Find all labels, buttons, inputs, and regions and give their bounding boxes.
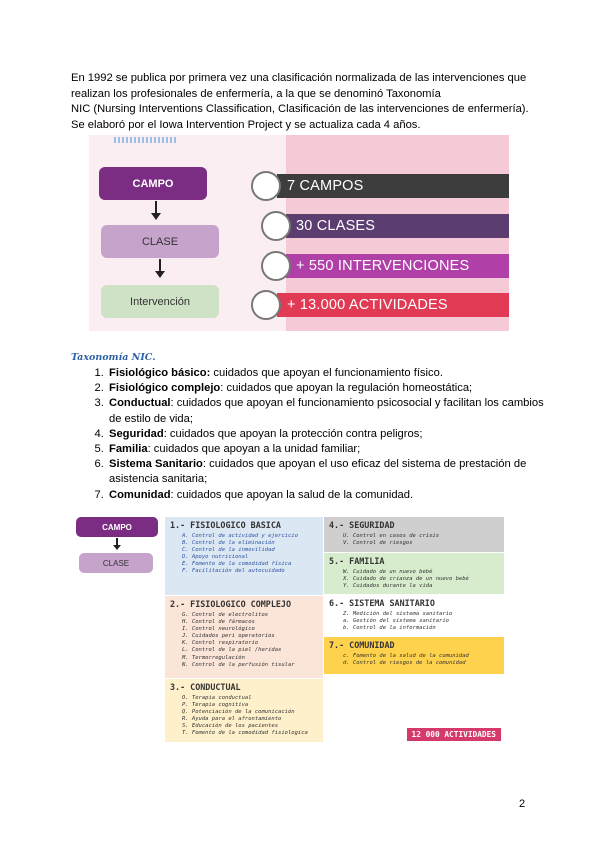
page-number: 2 <box>519 798 526 810</box>
block-item: I. Control neurológico <box>182 626 255 633</box>
block-item: L. Control de la piel /heridas <box>182 647 282 654</box>
nic-classes-figure <box>75 515 505 743</box>
bar-campos: 7 CAMPOS <box>277 174 509 198</box>
block-item: D. Apoyo nutricional <box>182 554 249 561</box>
block-item: R. Ayuda para el afrontamiento <box>182 716 282 723</box>
block-item: N. Control de la perfusión tisular <box>182 661 295 668</box>
list-item <box>107 488 552 503</box>
intro-line: realizan los profesionales de enfermería, a la que se denominó Taxonomía <box>71 87 441 100</box>
intro-line: Se elaboró por el Iowa Intervention Project y se actualiza cada 4 años. <box>71 118 421 131</box>
block-item: T. Fomento de la comodidad fisiologica <box>182 730 308 737</box>
block-item: d. Control de riesgos de la comunidad <box>343 660 466 667</box>
intervencion-box: Intervención <box>101 285 219 318</box>
decorative-dots <box>114 137 176 143</box>
block-item: Q. Potenciación de la comunicación <box>182 709 295 716</box>
block-item: M. Termorregulación <box>182 654 245 661</box>
bar-clases: 30 CLASES <box>286 214 509 238</box>
down-arrow-icon <box>155 201 157 215</box>
block-item: S. Educación de los pacientes <box>182 723 279 730</box>
clase-box: CLASE <box>79 553 153 573</box>
block-item: H. Control de fármacos <box>182 619 255 626</box>
block-item: F. Facilitación del autocuidado <box>182 568 285 575</box>
campo-box: CAMPO <box>76 517 158 537</box>
block-item: W. Cuidado de un nuevo bebé <box>343 569 433 575</box>
block-title: 3.- CONDUCTUAL <box>170 682 241 692</box>
block-item: P. Terapia cognitiva <box>182 702 249 709</box>
taxonomy-heading: Taxonomía NIC. <box>71 352 156 363</box>
bar-actividades: + 13.000 ACTIVIDADES <box>277 293 509 317</box>
block-title: 6.- SISTEMA SANITARIO <box>329 598 435 608</box>
block-item: A. Control de actividad y ejercicio <box>182 533 298 539</box>
down-arrow-icon <box>116 538 118 546</box>
list-desc: : cuidados que apoyan la regulación homeostática; <box>220 382 473 395</box>
block-comunidad <box>324 637 505 675</box>
block-item: b. Control de la información <box>343 625 436 632</box>
block-item: a. Gestión del sistema sanitario <box>343 618 449 625</box>
ring-icon <box>261 251 291 281</box>
ring-icon <box>261 211 291 241</box>
block-item: G. Control de electrolitos <box>182 612 269 618</box>
block-item: Z. Medición del sistema sanitario <box>343 611 453 617</box>
list-term: Conductual <box>109 397 171 410</box>
block-item: B. Control de la eliminación <box>182 540 275 547</box>
list-desc: cuidados que apoyan el funcionamiento físico. <box>210 367 443 379</box>
list-term: Sistema Sanitario <box>109 458 203 471</box>
list-desc: : cuidados que apoyan la protección contra peligros; <box>163 427 423 440</box>
activities-badge: 12 000 ACTIVIDADES <box>407 728 502 741</box>
list-desc: : cuidados que apoyan el funcionamiento psicosocial y facilitan los cambios de estilo de vida; <box>109 397 544 425</box>
block-item: O. Terapia conductual <box>182 695 252 701</box>
list-desc: : cuidados que apoyan a la unidad familiar; <box>147 443 361 456</box>
list-term: Comunidad <box>109 488 171 501</box>
nic-hierarchy-figure <box>89 135 509 331</box>
block-fisiologico-complejo <box>165 596 324 679</box>
block-title: 1.- FISIOLOGICO BASICA <box>170 520 281 530</box>
block-title: 2.- FISIOLOGICO COMPLEJO <box>170 599 292 609</box>
block-familia <box>324 553 505 595</box>
list-item <box>107 442 552 457</box>
list-item <box>107 396 552 426</box>
list-term: Fisiológico complejo <box>109 382 221 395</box>
down-arrow-icon <box>159 259 161 273</box>
intro-paragraph <box>71 71 541 133</box>
list-item <box>107 381 552 396</box>
block-fisiologico-basica <box>165 517 324 596</box>
block-title: 5.- FAMILIA <box>329 556 385 566</box>
block-title: 4.- SEGURIDAD <box>329 520 395 530</box>
block-seguridad <box>324 517 505 553</box>
list-term: Fisiológico básico: <box>109 367 211 379</box>
list-desc: : cuidados que apoyan la salud de la comunidad. <box>170 488 414 501</box>
block-item: C. Control de la inmovilidad <box>182 547 275 554</box>
block-conductual <box>165 679 324 743</box>
block-item: K. Control respiratorio <box>182 640 259 647</box>
block-item: V. Control de riesgos <box>343 540 413 547</box>
list-item <box>107 427 552 442</box>
ring-icon <box>251 171 281 201</box>
intro-line: NIC (Nursing Interventions Classification, Clasificación de las intervenciones de enfermería). <box>71 103 529 116</box>
clase-box: CLASE <box>101 225 219 258</box>
list-item <box>107 457 552 487</box>
list-term: Familia <box>109 443 148 456</box>
block-item: Y. Cuidados durante la vida <box>343 583 433 590</box>
block-item: U. Control en casos de crisis <box>343 533 440 539</box>
intro-line: En 1992 se publica por primera vez una clasificación normalizada de las intervenciones que <box>71 72 527 84</box>
block-title: 7.- COMUNIDAD <box>329 640 395 650</box>
list-item <box>107 366 552 381</box>
bar-intervenciones: + 550 INTERVENCIONES <box>286 254 509 278</box>
ring-icon <box>251 290 281 320</box>
block-item: J. Cuidados peri operatorios <box>182 633 275 640</box>
campo-box: CAMPO <box>99 167 207 200</box>
block-item: E. Fomento de la comodidad física <box>182 561 292 568</box>
block-sistema-sanitario <box>324 595 505 637</box>
block-item: c. Fomento de la salud de la comunidad <box>343 653 469 659</box>
nic-campos-list <box>89 366 552 503</box>
block-item: X. Cuidado de crianza de un nuevo bebé <box>343 576 469 583</box>
list-desc: : cuidados que apoyan el uso eficaz del sistema de prestación de asistencia sanitaria; <box>109 458 527 486</box>
list-term: Seguridad <box>109 427 164 440</box>
